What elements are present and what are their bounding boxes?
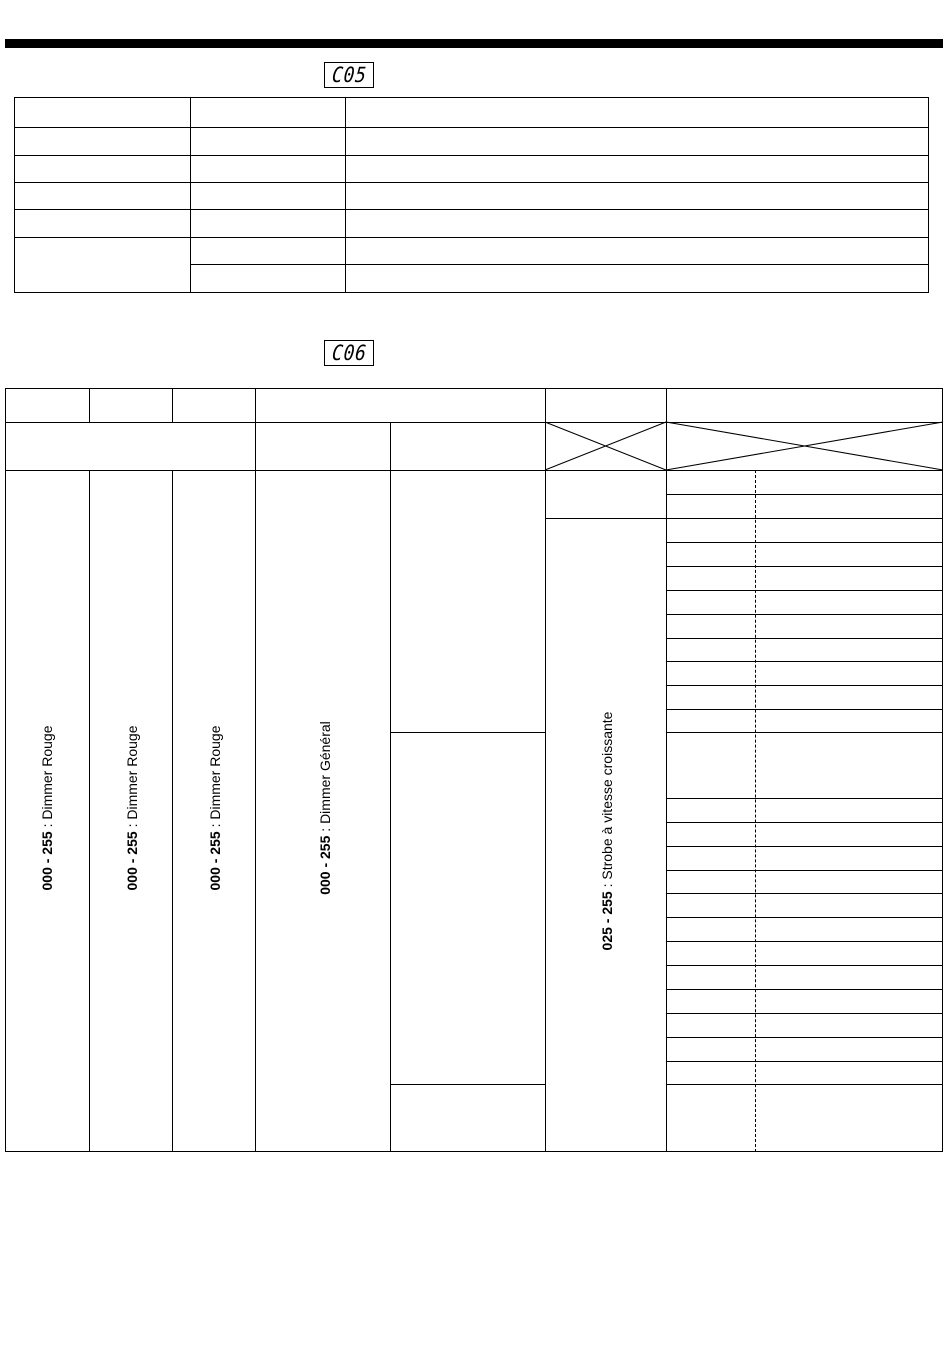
display-code-c06: C06 — [324, 340, 374, 366]
crossed-cell — [545, 422, 666, 470]
display-code-c05: C05 — [324, 62, 374, 88]
top-rule — [5, 39, 943, 48]
crossed-cell — [666, 422, 943, 470]
